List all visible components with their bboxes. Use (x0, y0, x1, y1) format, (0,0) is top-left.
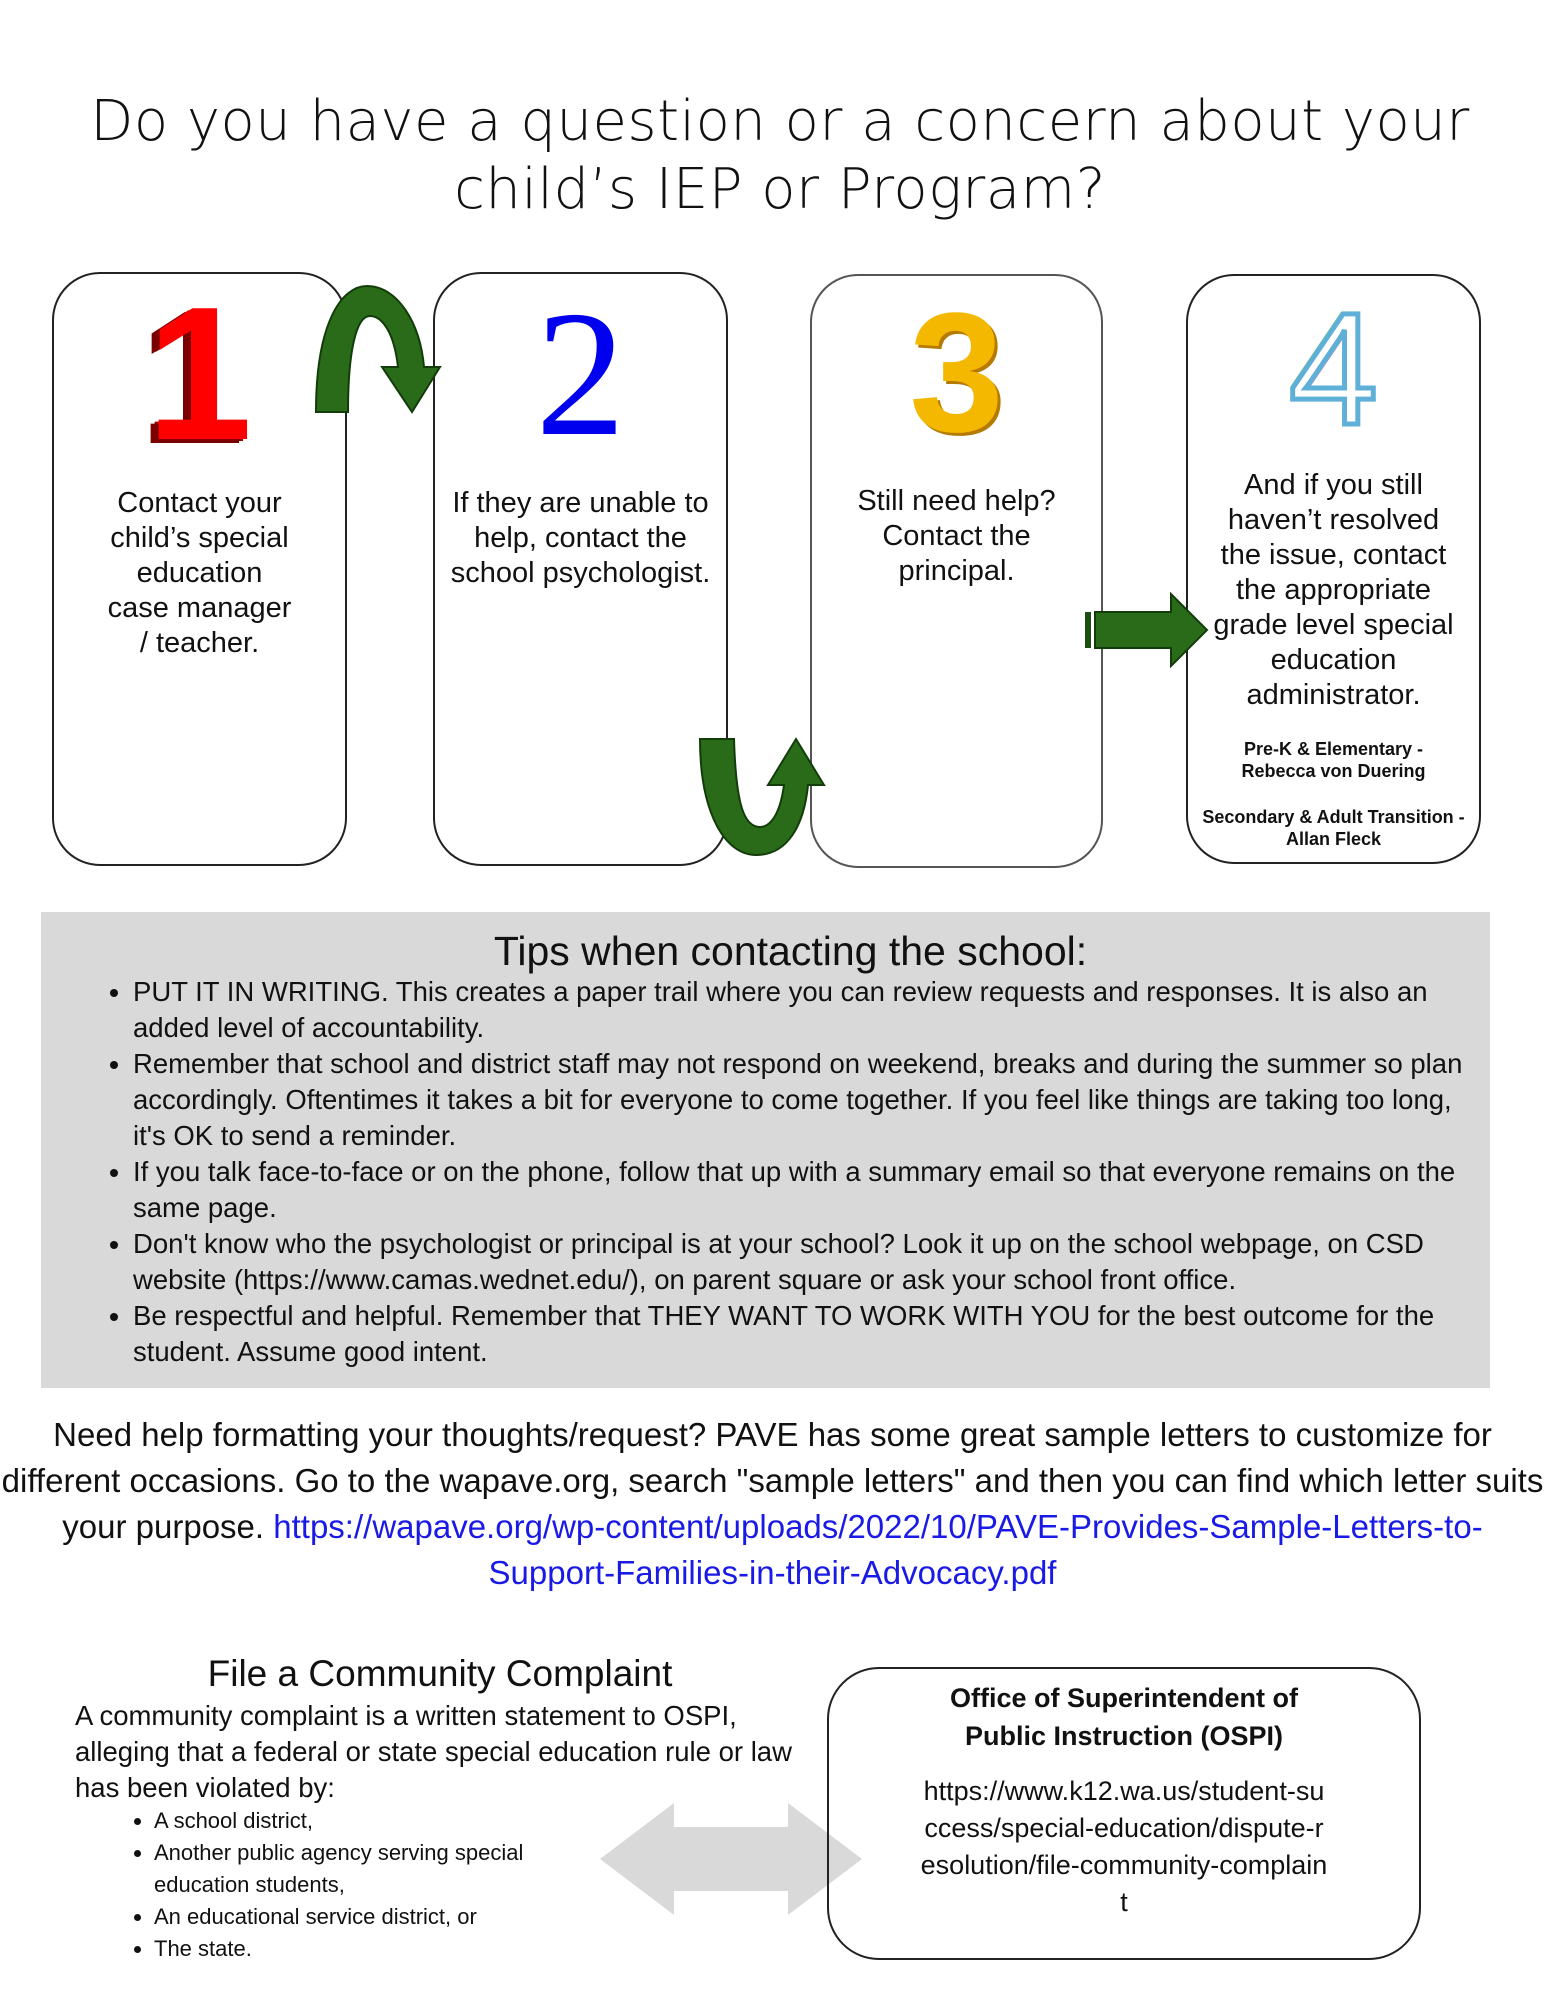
tip-item: • PUT IT IN WRITING. This creates a paper trail where you can review requests and responses. It is also an added level of accountability. (133, 974, 1473, 1046)
step-1-text: Contact your child’s special education case manager / teacher. (107, 487, 292, 659)
step-3-text: Still need help? Contact the principal. (857, 485, 1056, 587)
right-arrow-3-to-4-icon (1083, 592, 1209, 668)
tips-list (93, 974, 1473, 1370)
step-4-text: And if you still haven’t resolved the issue, contact the appropriate grade level special education administrator. (1213, 469, 1454, 711)
complaint-item: • Another public agency serving special education students, (154, 1837, 600, 1901)
ospi-box (827, 1667, 1421, 1960)
step-2-card (433, 272, 728, 866)
contact-secondary: Secondary & Adult Transition - Allan Fleck (1202, 807, 1465, 849)
number-1-icon: 1 (146, 268, 253, 480)
complaint-item: • An educational service district, or (154, 1901, 600, 1933)
tip-item: • Be respectful and helpful. Remember that THEY WANT TO WORK WITH YOU for the best outcome for the student. Assume good intent. (133, 1298, 1473, 1370)
ospi-heading: Office of Superintendent of Public Instruction (OSPI) (950, 1683, 1298, 1751)
pave-paragraph (0, 1412, 1545, 1596)
number-3-icon: 3 (909, 278, 1004, 468)
curved-arrow-2-to-3-icon (696, 735, 856, 860)
complaint-item: • A school district, (154, 1805, 600, 1837)
curved-arrow-1-to-2-icon (312, 282, 472, 417)
number-4-star-icon: 4 (1289, 279, 1378, 458)
step-4-card (1186, 274, 1481, 864)
double-arrow-icon (600, 1803, 862, 1915)
complaint-item: • The state. (154, 1933, 600, 1965)
complaint-heading: File a Community Complaint (207, 1653, 673, 1694)
complaint-body: A community complaint is a written statement to OSPI, alleging that a federal or state special education rule or law has been violated by: (75, 1700, 792, 1803)
contact-elementary: Pre-K & Elementary - Rebecca von Duering (1241, 739, 1426, 781)
step-2-text: If they are unable to help, contact the school psychologist. (450, 487, 711, 589)
number-2-icon: 2 (535, 274, 626, 473)
page-title: Do you have a question or a concern about your child’s IEP or Program? (90, 89, 1470, 222)
pave-link[interactable]: https://wapave.org/wp-content/uploads/2022/10/PAVE-Provides-Sample-Letters-to-Support-Families-in-their-Advocacy.pdf (273, 1508, 1483, 1591)
tips-panel (41, 912, 1490, 1388)
tip-item: • If you talk face-to-face or on the phone, follow that up with a summary email so that everyone remains on the same page. (133, 1154, 1473, 1226)
complaint-list (130, 1805, 600, 1965)
pave-text: Need help formatting your thoughts/request? PAVE has some great sample letters to customize for different occasions. Go to the wapave.org, search "sample letters" and then you can find which letter suits your purpose. (1, 1416, 1544, 1545)
step-1-card (52, 268, 347, 866)
tip-item: • Remember that school and district staff may not respond on weekend, breaks and during the summer so plan accordingly. Oftentimes it takes a bit for everyone to come together. If you feel like things are taking too long, it's OK to send a reminder. (133, 1046, 1473, 1154)
ospi-url[interactable]: https://www.k12.wa.us/student-success/special-education/dispute-resolution/file-community-complaint (920, 1776, 1328, 1917)
tips-heading: Tips when contacting the school: (493, 928, 1088, 974)
tip-item: • Don't know who the psychologist or principal is at your school? Look it up on the school webpage, on CSD website (https://www.camas.wednet.edu/), on parent square or ask your school front office. (133, 1226, 1473, 1298)
